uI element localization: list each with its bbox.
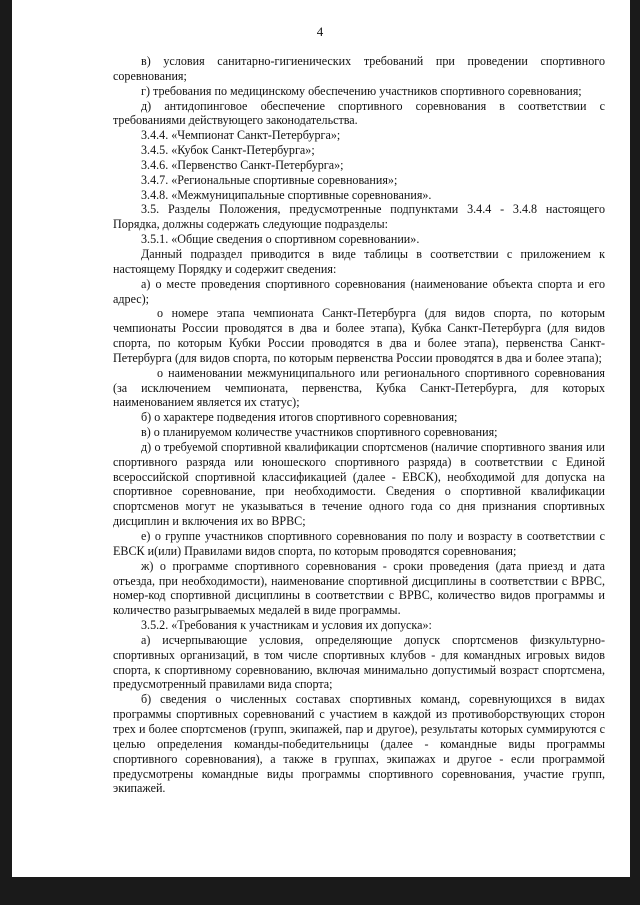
paragraph-b-results: б) о характере подведения итогов спортивного соревнования; — [141, 410, 458, 425]
paragraph-d-antidoping: д) антидопинговое обеспечение спортивного соревнования в соответствии с требованиями действующего законодательства. — [113, 98, 605, 128]
item-3-4-6: 3.4.6. «Первенство Санкт-Петербурга»; — [141, 157, 344, 172]
item-3-5-2: 3.5.2. «Требования к участникам и условия их допуска»: — [141, 618, 432, 633]
paragraph-a-admission: а) исчерпывающие условия, определяющие допуск спортсменов физкультурно-спортивных организаций, в том числе спортивных клубов - для командных игровых видов спорта, к спортивному соревнованию, включая минимально допустимый возраст спортсмена, предусмотренный правилами вида спорта; — [113, 632, 605, 692]
document-body — [113, 54, 605, 796]
paragraph-v-sanitary: в) условия санитарно-гигиенических требований при проведении спортивного соревнования; — [113, 54, 605, 83]
paragraph-zh-program: ж) о программе спортивного соревнования - сроки проведения (дата приезд и дата отъезда, при необходимости), наименование спортивной дисциплины в соответствии с ВРВС, номер-код спортивной дисциплины в соответствии с ВРВС, количество видов программы и количество разыгрываемых медалей в виде программы. — [113, 558, 605, 618]
page-number: 4 — [316, 24, 324, 39]
item-3-5-1: 3.5.1. «Общие сведения о спортивном соревновании». — [141, 232, 420, 247]
paragraph-table-intro: Данный подраздел приводится в виде таблицы в соответствии с приложением к настоящему Порядку и содержит сведения: — [113, 246, 605, 276]
paragraph-b-team-sizes: б) сведения о численных составах спортивных команд, соревнующихся в видах программы спортивных соревнований с участием в каждой из противоборствующих сторон трех и более спортсменов (групп, экипажей, пар и другое), результаты которых суммируются с целью определения команды-победительницы (далее - командные виды программы спортивного соревнования), а также в группах, экипажах и другое - если программой предусмотрены командные виды программы спортивного соревнования, участие групп, экипажей. — [113, 692, 605, 796]
paragraph-stage-number: о номере этапа чемпионата Санкт-Петербурга (для видов спорта, по которым чемпионаты России проводятся в два и более этапа), Кубка Санкт-Петербурга (для видов спорта, по которым Кубки России проводятся в два и более этапа), первенства Санкт-Петербурга (для видов спорта, по которым первенства России проводятся в два и более этапа); — [113, 306, 605, 365]
paragraph-a-venue: а) о месте проведения спортивного соревнования (наименование объекта спорта и его адрес); — [113, 276, 605, 306]
paragraph-d-qualification: д) о требуемой спортивной квалификации спортсменов (наличие спортивного звания или спортивного разряда или юношеского спортивного разряда) в соответствии с Единой всероссийской спортивной классификацией (далее - ЕВСК), необходимой для допуска на спортивное соревнование, при необходимости. Сведения о спортивной квалификации спортсменов могут не указываться в течение одного года со дня признания спортивных дисциплин и включения их во ВРВС; — [113, 439, 605, 529]
scan-edge-right — [630, 0, 640, 905]
scan-edge-left — [0, 0, 12, 905]
paragraph-g-medical: г) требования по медицинскому обеспечению участников спортивного соревнования; — [141, 83, 582, 98]
scan-edge-bottom — [0, 877, 640, 905]
paragraph-e-group: е) о группе участников спортивного соревнования по полу и возрасту в соответствии с ЕВСК и(или) Правилами видов спорта, по которым проводятся соревнования; — [113, 529, 605, 558]
item-3-4-5: 3.4.5. «Кубок Санкт-Петербурга»; — [141, 143, 315, 158]
paragraph-competition-name: о наименовании межмуниципального или регионального спортивного соревнования (за исключением чемпионата, первенства, Кубка Санкт-Петербурга, для которых наименованием является их статус); — [113, 365, 605, 410]
item-3-4-4: 3.4.4. «Чемпионат Санкт-Петербурга»; — [141, 128, 341, 143]
paragraph-v-participants: в) о планируемом количестве участников спортивного соревнования; — [141, 425, 498, 440]
item-3-5: 3.5. Разделы Положения, предусмотренные подпунктами 3.4.4 - 3.4.8 настоящего Порядка, должны содержать следующие подразделы: — [113, 202, 605, 232]
item-3-4-7: 3.4.7. «Региональные спортивные соревнования»; — [141, 172, 398, 187]
item-3-4-8: 3.4.8. «Межмуниципальные спортивные соревнования». — [141, 187, 432, 202]
